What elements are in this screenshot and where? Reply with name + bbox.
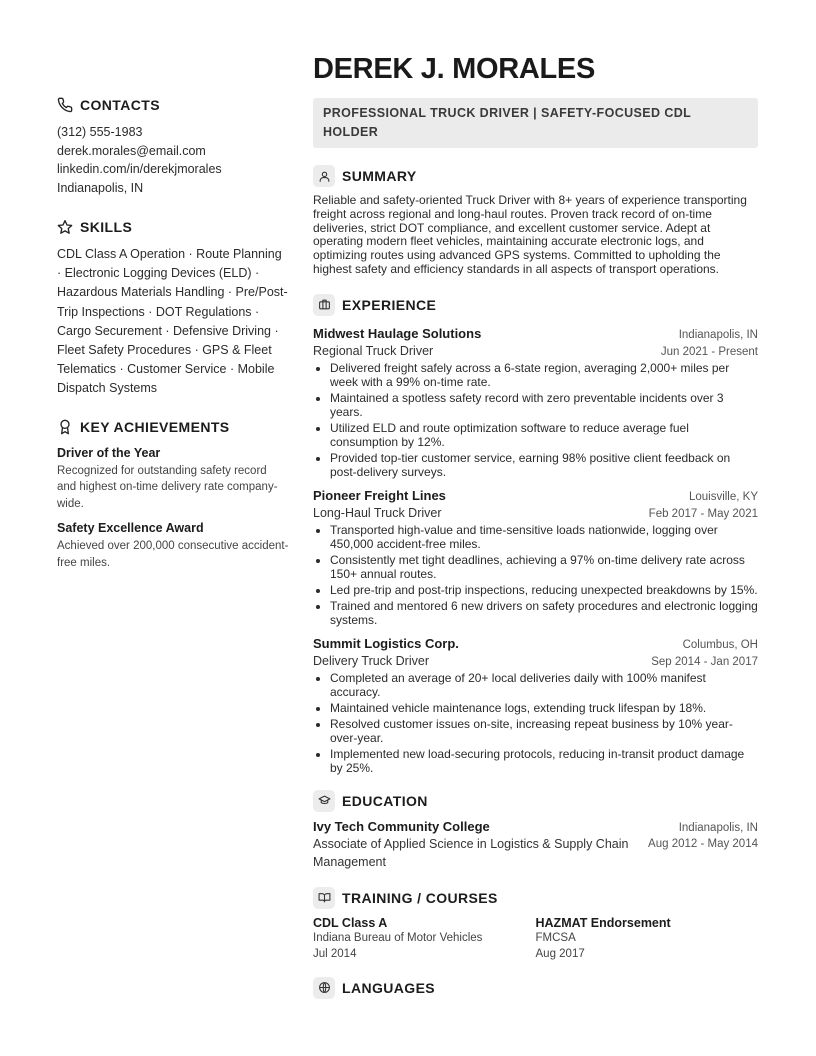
training-org: Indiana Bureau of Motor Vehicles — [313, 931, 483, 944]
education-title: EDUCATION — [342, 792, 428, 809]
graduation-cap-icon — [318, 794, 331, 807]
achievement-item — [57, 446, 289, 513]
education-school: Ivy Tech Community College — [313, 818, 490, 834]
training-heading — [313, 886, 758, 910]
list-item: • Trained and mentored 6 new drivers on safety procedures and electronic logging systems. — [330, 599, 758, 627]
job-dates: Sep 2014 - Jan 2017 — [651, 655, 758, 668]
job-company: Midwest Haulage Solutions — [313, 325, 482, 341]
right-column — [313, 52, 758, 1000]
training-date: Jul 2014 — [313, 947, 357, 960]
list-item: • Resolved customer issues on-site, increasing repeat business by 10% year-over-year. — [330, 717, 758, 745]
job-company: Summit Logistics Corp. — [313, 635, 459, 651]
job-entry — [313, 488, 758, 627]
phone-icon — [57, 97, 73, 113]
education-heading — [313, 789, 758, 813]
summary-title: SUMMARY — [342, 168, 417, 184]
achievement-desc: Achieved over 200,000 consecutive accident-free miles. — [57, 540, 289, 569]
achievement-item — [57, 521, 289, 571]
list-item: • Led pre-trip and post-trip inspections, reducing unexpected breakdowns by 15%. — [330, 583, 758, 597]
training-org: FMCSA — [535, 931, 576, 944]
languages-heading — [313, 976, 758, 1000]
training-name: CDL Class A — [313, 915, 388, 930]
job-role: Regional Truck Driver — [313, 343, 434, 358]
contact-phone[interactable]: (312) 555-1983 — [57, 125, 143, 139]
education-degree: Associate of Applied Science in Logistics & Supply Chain Management — [313, 836, 629, 870]
job-location: Louisville, KY — [688, 490, 758, 503]
list-item: • Delivered freight safely across a 6-state region, averaging 2,000+ miles per week with a 99% on-time rate. — [330, 361, 758, 389]
job-location: Columbus, OH — [682, 638, 758, 651]
list-item: • Maintained a spotless safety record with zero preventable incidents over 3 years. — [330, 391, 758, 419]
award-icon — [57, 419, 73, 435]
experience-title: EXPERIENCE — [342, 296, 437, 313]
list-item: • Transported high-value and time-sensitive loads nationwide, logging over 450,000 accident-free miles. — [330, 523, 758, 551]
contacts-title: CONTACTS — [80, 97, 160, 113]
job-company: Pioneer Freight Lines — [313, 487, 446, 503]
summary-text: Reliable and safety-oriented Truck Driver with 8+ years of experience transporting freight across regional and long-haul routes. Proven track record of on-time deliveries, strict DOT compliance, and excellent customer service. Adept at operating modern fleet vehicles, maintaining accurate electronic logs, and optimizing routes using advanced GPS systems. Committed to upholding the highest safety and efficiency standards in all aspects of transport operations. — [313, 193, 747, 276]
job-dates: Jun 2021 - Present — [660, 345, 758, 358]
achievement-desc: Recognized for outstanding safety record and highest on-time delivery rate company-wide. — [57, 464, 278, 510]
list-item: • Provided top-tier customer service, earning 98% positive client feedback on post-delivery surveys. — [330, 451, 758, 479]
training-item — [536, 916, 759, 962]
training-item — [313, 916, 536, 962]
globe-icon — [318, 981, 331, 994]
contacts-heading — [57, 96, 289, 114]
training-title: TRAINING / COURSES — [342, 889, 498, 906]
book-icon — [318, 891, 331, 904]
list-item: • Maintained vehicle maintenance logs, extending truck lifespan by 18%. — [330, 701, 758, 715]
skills-list: CDL Class A Operation · Route Planning · Electronic Logging Devices (ELD) · Hazardous Materials Handling · Pre/Post-Trip Inspections · DOT Regulations · Cargo Securement · Defensive Driving · Fleet Safety Procedures · GPS & Fleet Telematics · Customer Service · Mobile Dispatch Systems — [57, 247, 288, 396]
training-name: HAZMAT Endorsement — [535, 915, 671, 930]
training-list — [313, 916, 758, 962]
list-item: • Completed an average of 20+ local deliveries daily with 100% manifest accuracy. — [330, 671, 758, 699]
education-entry — [313, 819, 758, 872]
candidate-name: DEREK J. MORALES — [313, 53, 596, 85]
contact-email[interactable]: derek.morales@email.com — [57, 143, 206, 158]
training-date: Aug 2017 — [535, 947, 585, 960]
list-item: • Implemented new load-securing protocols, reducing in-transit product damage by 25%. — [330, 747, 758, 775]
summary-heading — [313, 164, 758, 188]
list-item: • Utilized ELD and route optimization software to reduce average fuel consumption by 12%. — [330, 421, 758, 449]
star-icon — [57, 219, 73, 235]
job-role: Delivery Truck Driver — [313, 653, 429, 668]
achievement-title: Safety Excellence Award — [57, 521, 204, 536]
education-dates: Aug 2012 - May 2014 — [648, 837, 758, 850]
job-location: Indianapolis, IN — [678, 328, 758, 341]
job-bullets — [313, 523, 758, 627]
achievement-title: Driver of the Year — [57, 445, 161, 460]
job-bullets — [313, 671, 758, 775]
list-item: • Consistently met tight deadlines, achieving a 97% on-time delivery rate across 150+ annual routes. — [330, 553, 758, 581]
job-entry — [313, 326, 758, 479]
job-entry — [313, 636, 758, 775]
job-bullets — [313, 361, 758, 479]
contact-linkedin[interactable]: linkedin.com/in/derekjmorales — [57, 162, 222, 176]
languages-title: LANGUAGES — [342, 979, 436, 996]
left-column — [57, 96, 289, 571]
job-role: Long-Haul Truck Driver — [313, 505, 442, 520]
education-location: Indianapolis, IN — [678, 821, 758, 834]
skills-title: SKILLS — [80, 219, 133, 235]
person-icon — [318, 170, 331, 183]
contact-location: Indianapolis, IN — [57, 180, 144, 195]
briefcase-icon — [318, 298, 331, 311]
experience-heading — [313, 293, 758, 317]
achievements-heading — [57, 418, 289, 436]
job-dates: Feb 2017 - May 2021 — [648, 507, 758, 520]
skills-heading — [57, 218, 289, 236]
achievements-title: KEY ACHIEVEMENTS — [80, 418, 230, 435]
headline-banner: PROFESSIONAL TRUCK DRIVER | SAFETY-FOCUSED CDL HOLDER — [313, 98, 758, 148]
